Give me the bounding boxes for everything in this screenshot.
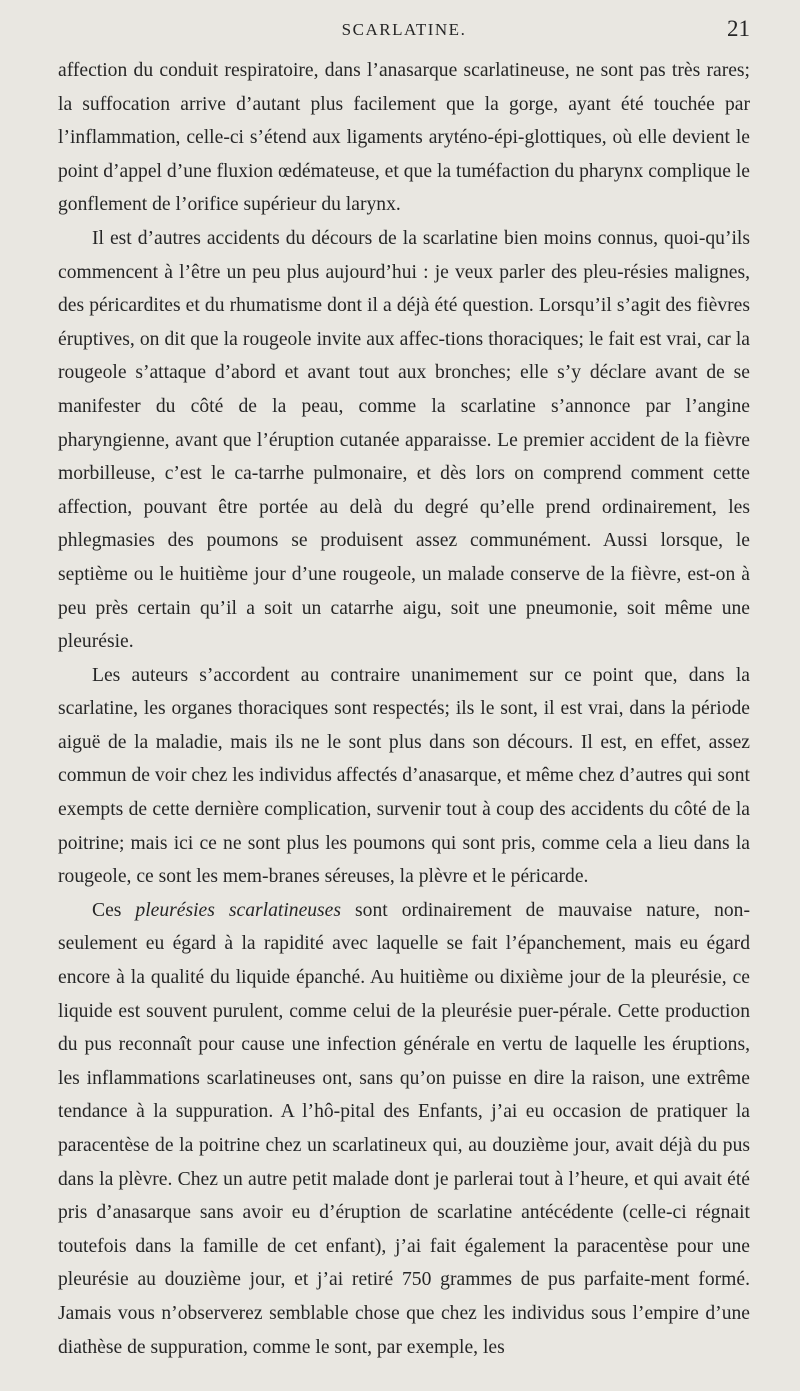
paragraph-2 [58,222,750,659]
paragraph-3 [58,659,750,894]
paragraph-text: sont ordinairement de mauvaise nature, non-seulement eu égard à la rapidité avec laquelle se fait l’épanchement, mais eu égard encore à la qualité du liquide épanché. Au huitième ou dixième jour de la pleurésie, ce liquide est souvent purulent, comme celui de la pleurésie puer-pérale. Cette production du pus reconnaît pour cause une infection générale en vertu de laquelle les éruptions, les inflammations scarlatineuses ont, sans qu’on puisse en dire la raison, une extrême tendance à la suppuration. A l’hô-pital des Enfants, j’ai eu occasion de pratiquer la paracentèse de la poitrine chez un scarlatineux qui, au douzième jour, avait déjà du pus dans la plèvre. Chez un autre petit malade dont je parlerai tout à l’heure, et qui avait été pris d’anasarque sans avoir eu d’éruption de scarlatine antécédente (celle-ci régnait toutefois dans la famille de cet enfant), j’ai fait également la paracentèse pour une pleurésie au douzième jour, et j’ai retiré 750 grammes de pus parfaite-ment formé. Jamais vous n’observerez semblable chose que chez les individus sous l’empire d’une diathèse de suppuration, comme le sont, par exemple, les [58,899,750,1358]
running-title: SCARLATINE. [341,20,467,39]
paragraph-text: Ces [92,899,136,921]
paragraph-4 [58,894,750,1364]
paragraph-text: affection du conduit respiratoire, dans l’anasarque scarlatineuse, ne sont pas très rares; la suffocation arrive d’autant plus facilement que la gorge, ayant été touchée par l’inflammation, celle-ci s’étend aux ligaments aryténo-épi-glottiques, où elle devient le point d’appel d’une fluxion œdémateuse, et que la tuméfaction du pharynx complique le gonflement de l’orifice supérieur du larynx. [58,60,750,216]
paragraph-1 [58,54,750,222]
italic-term: pleurésies scarlatineuses [135,899,342,921]
page-number: 21 [727,16,750,41]
running-head [58,16,750,46]
paragraph-text: Il est d’autres accidents du décours de la scarlatine bien moins connus, quoi-qu’ils commencent à l’être un peu plus aujourd’hui : je veux parler des pleu-résies malignes, des péricardites et du rhumatisme dont il a déjà été question. Lorsqu’il s’agit des fièvres éruptives, on dit que la rougeole invite aux affec-tions thoraciques; le fait est vrai, car la rougeole s’attaque d’abord et avant tout aux bronches; elle s’y déclare avant de se manifester du côté de la peau, comme la scarlatine s’annonce par l’angine pharyngienne, avant que l’éruption cutanée apparaisse. Le premier accident de la fièvre morbilleuse, c’est le ca-tarrhe pulmonaire, et dès lors on comprend comment cette affection, pouvant être portée au delà du degré qu’elle prend ordinairement, les phlegmasies des poumons se produisent assez communément. Aussi lorsque, le septième ou le huitième jour d’une rougeole, un malade conserve de la fièvre, est-on à peu près certain qu’il a soit un catarrhe aigu, soit une pneumonie, soit même une pleurésie. [58,227,750,653]
body-text [58,54,750,1364]
paragraph-text: Les auteurs s’accordent au contraire unanimement sur ce point que, dans la scarlatine, les organes thoraciques sont respectés; ils le sont, il est vrai, dans la période aiguë de la maladie, mais ils ne le sont plus dans son décours. Il est, en effet, assez commun de voir chez les individus affectés d’anasarque, et même chez d’autres qui sont exempts de cette dernière complication, survenir tout à coup des accidents du côté de la poitrine; mais ici ce ne sont plus les poumons qui sont pris, comme cela a lieu dans la rougeole, ce sont les mem-branes séreuses, la plèvre et le péricarde. [58,664,750,888]
